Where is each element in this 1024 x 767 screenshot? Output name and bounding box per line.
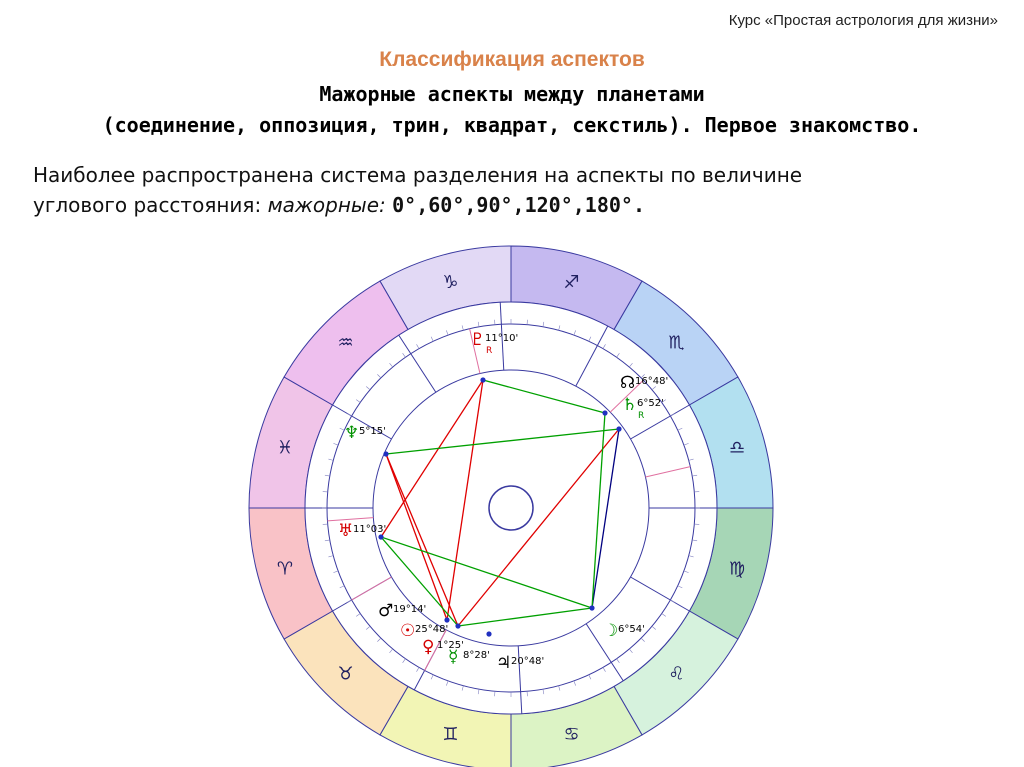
course-title: Курс «Простая астрология для жизни» xyxy=(728,12,998,29)
planet-degree: 16°48' xyxy=(635,376,669,387)
planet-degree: 19°14' xyxy=(393,604,427,615)
planet-glyph-icon: ☽ xyxy=(603,621,619,641)
intro-line-2-prefix: углового расстояния: xyxy=(33,193,262,217)
sign-glyph-icon: ♉ xyxy=(337,663,354,685)
planet-dot xyxy=(480,377,485,382)
planet-glyph-icon: ☿ xyxy=(448,647,459,667)
sign-glyph-icon: ♒ xyxy=(337,332,354,354)
planet-glyph-icon: ♃ xyxy=(496,653,512,673)
planet-dot xyxy=(589,605,594,610)
sign-glyph-icon: ♐ xyxy=(563,271,580,293)
chart-center-circle xyxy=(489,486,533,530)
planet-degree: 20°48' xyxy=(511,656,545,667)
page-title: Классификация аспектов xyxy=(379,48,645,71)
planet-degree: 8°28' xyxy=(463,650,490,661)
planet-dot xyxy=(486,631,491,636)
planet-dot xyxy=(444,617,449,622)
planet-glyph-icon: ☉ xyxy=(400,621,416,641)
planet-dot xyxy=(602,410,607,415)
sign-glyph-icon: ♋ xyxy=(563,724,580,746)
planet-dot xyxy=(383,451,388,456)
planet-dot xyxy=(616,426,621,431)
planet-degree: 1°25' xyxy=(437,640,464,651)
planet-glyph-icon: ♆ xyxy=(344,423,360,443)
planet-glyph-icon: ♇ xyxy=(470,330,486,350)
sign-glyph-icon: ♈ xyxy=(276,558,294,580)
planet-glyph-icon: ♀ xyxy=(422,637,435,657)
planet-dot xyxy=(378,534,383,539)
sign-glyph-icon: ♑ xyxy=(442,271,459,293)
planet-retrograde: R xyxy=(638,411,645,421)
sign-glyph-icon: ♎ xyxy=(728,437,746,459)
planet-degree: 6°54' xyxy=(618,624,645,635)
planet-degree: 6°52' xyxy=(637,398,664,409)
planet-glyph-icon: ☊ xyxy=(620,373,636,393)
subtitle-line-1: Мажорные аспекты между планетами xyxy=(319,82,705,106)
planet-glyph-icon: ♂ xyxy=(378,601,394,621)
planet-degree: 5°15' xyxy=(359,426,386,437)
planet-degree: 25°48' xyxy=(415,624,449,635)
planet-degree: 11°10' xyxy=(485,333,519,344)
planet-glyph-icon: ♄ xyxy=(622,395,638,415)
sign-glyph-icon: ♍ xyxy=(728,558,746,580)
sign-glyph-icon: ♊ xyxy=(442,724,459,746)
planet-dot xyxy=(455,623,460,628)
intro-degree-list: 0°,60°,90°,120°,180°. xyxy=(392,193,645,217)
sign-glyph-icon: ♏ xyxy=(668,332,685,354)
subtitle-line-2: (соединение, оппозиция, трин, квадрат, секстиль). Первое знакомство. xyxy=(102,113,922,137)
intro-major-label: мажорные: xyxy=(267,193,386,217)
planet-retrograde: R xyxy=(486,346,493,356)
sign-glyph-icon: ♓ xyxy=(276,437,294,459)
planet-glyph-icon: ♅ xyxy=(338,521,354,541)
planet-degree: 11°03' xyxy=(353,524,387,535)
intro-line-1: Наиболее распространена система разделения на аспекты по величине xyxy=(33,163,803,187)
sign-glyph-icon: ♌ xyxy=(668,663,685,685)
